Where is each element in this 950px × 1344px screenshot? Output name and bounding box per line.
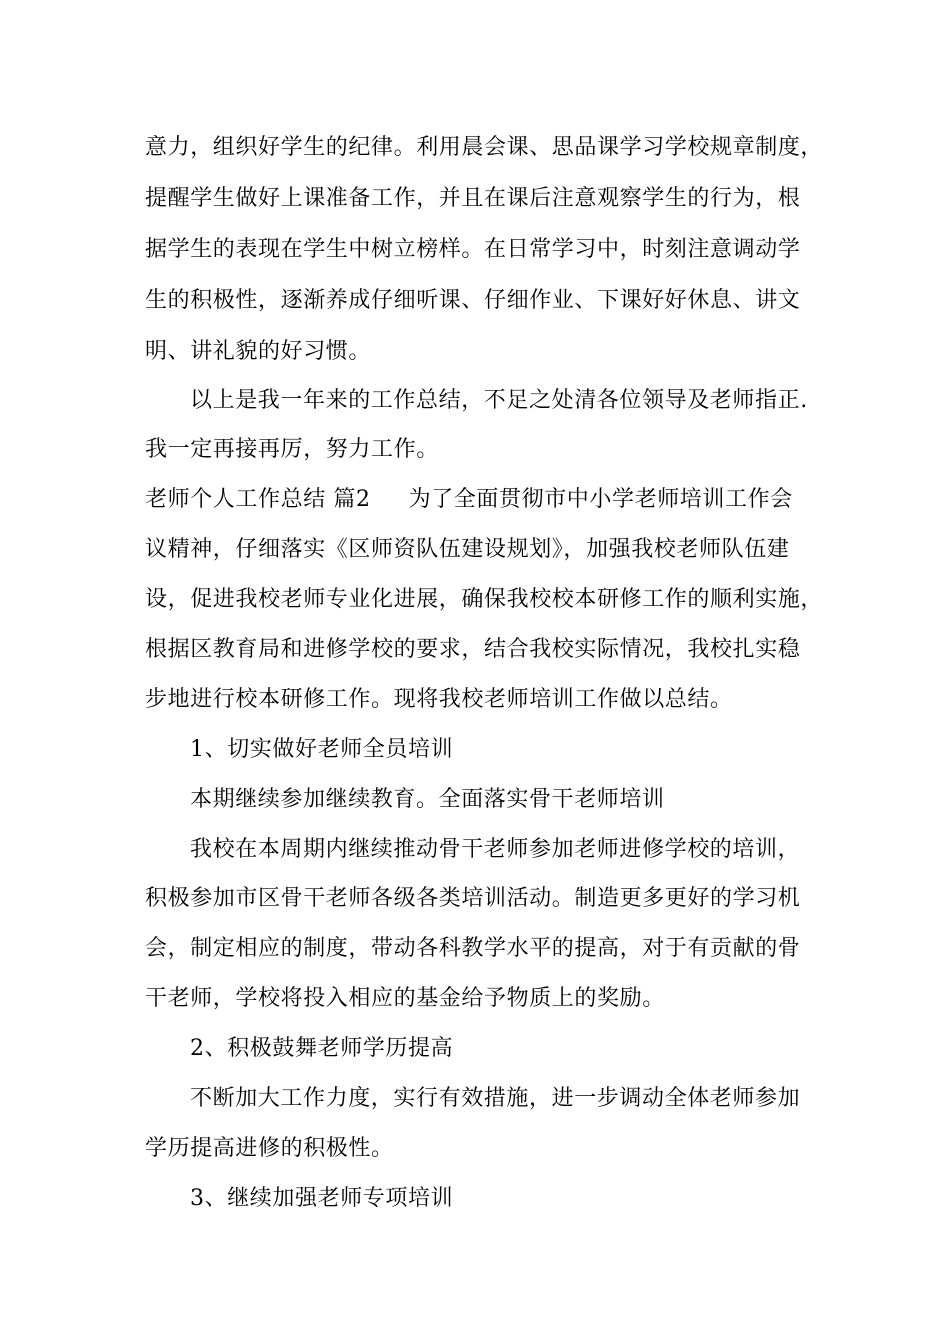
paragraph-line: 明、讲礼貌的好习惯。 bbox=[145, 339, 372, 364]
paragraph-line: 我校在本周期内继续推动骨干老师参加老师进修学校的培训， bbox=[190, 837, 801, 862]
paragraph-line: 议精神，仔细落实《区师资队伍建设规划》，加强我校老师队伍建 bbox=[145, 537, 790, 562]
paragraph-line: 干老师，学校将投入相应的基金给予物质上的奖励。 bbox=[145, 986, 665, 1011]
list-heading: 1、切实做好老师全员培训 bbox=[190, 737, 454, 762]
paragraph-line: 学历提高进修的积极性。 bbox=[145, 1136, 394, 1161]
paragraph-line: 生的积极性，逐渐养成仔细听课、仔细作业、下课好好休息、讲文 bbox=[145, 288, 801, 313]
section-heading-line bbox=[145, 485, 793, 515]
paragraph-line: 积极参加市区骨干老师各级各类培训活动。制造更多更好的学习机 bbox=[145, 886, 801, 911]
section-heading: 老师个人工作总结 篇2 bbox=[145, 487, 371, 512]
paragraph-line: 我一定再接再厉，努力工作。 bbox=[145, 437, 439, 462]
list-heading: 3、继续加强老师专项培训 bbox=[190, 1186, 454, 1211]
paragraph-line: 会，制定相应的制度，带动各科教学水平的提高，对于有贡献的骨 bbox=[145, 936, 801, 961]
paragraph-text: 为了全面贯彻市中小学老师培训工作会 bbox=[408, 487, 793, 512]
paragraph-line: 意力，组织好学生的纪律。利用晨会课、思品课学习学校规章制度， bbox=[145, 135, 824, 160]
paragraph-line: 本期继续参加继续教育。全面落实骨干老师培训 bbox=[190, 787, 665, 812]
paragraph-line: 以上是我一年来的工作总结，不足之处清各位领导及老师指正. bbox=[190, 388, 808, 413]
paragraph-line: 据学生的表现在学生中树立榜样。在日常学习中，时刻注意调动学 bbox=[145, 237, 801, 262]
paragraph-line: 不断加大工作力度，实行有效措施，进一步调动全体老师参加 bbox=[190, 1086, 801, 1111]
paragraph-line: 根据区教育局和进修学校的要求，结合我校实际情况，我校扎实稳 bbox=[145, 637, 801, 662]
paragraph-line: 提醒学生做好上课准备工作，并且在课后注意观察学生的行为，根 bbox=[145, 186, 801, 211]
list-heading: 2、积极鼓舞老师学历提高 bbox=[190, 1036, 454, 1061]
paragraph-line: 设，促进我校老师专业化进展，确保我校校本研修工作的顺利实施， bbox=[145, 587, 824, 612]
paragraph-line: 步地进行校本研修工作。现将我校老师培训工作做以总结。 bbox=[145, 687, 733, 712]
